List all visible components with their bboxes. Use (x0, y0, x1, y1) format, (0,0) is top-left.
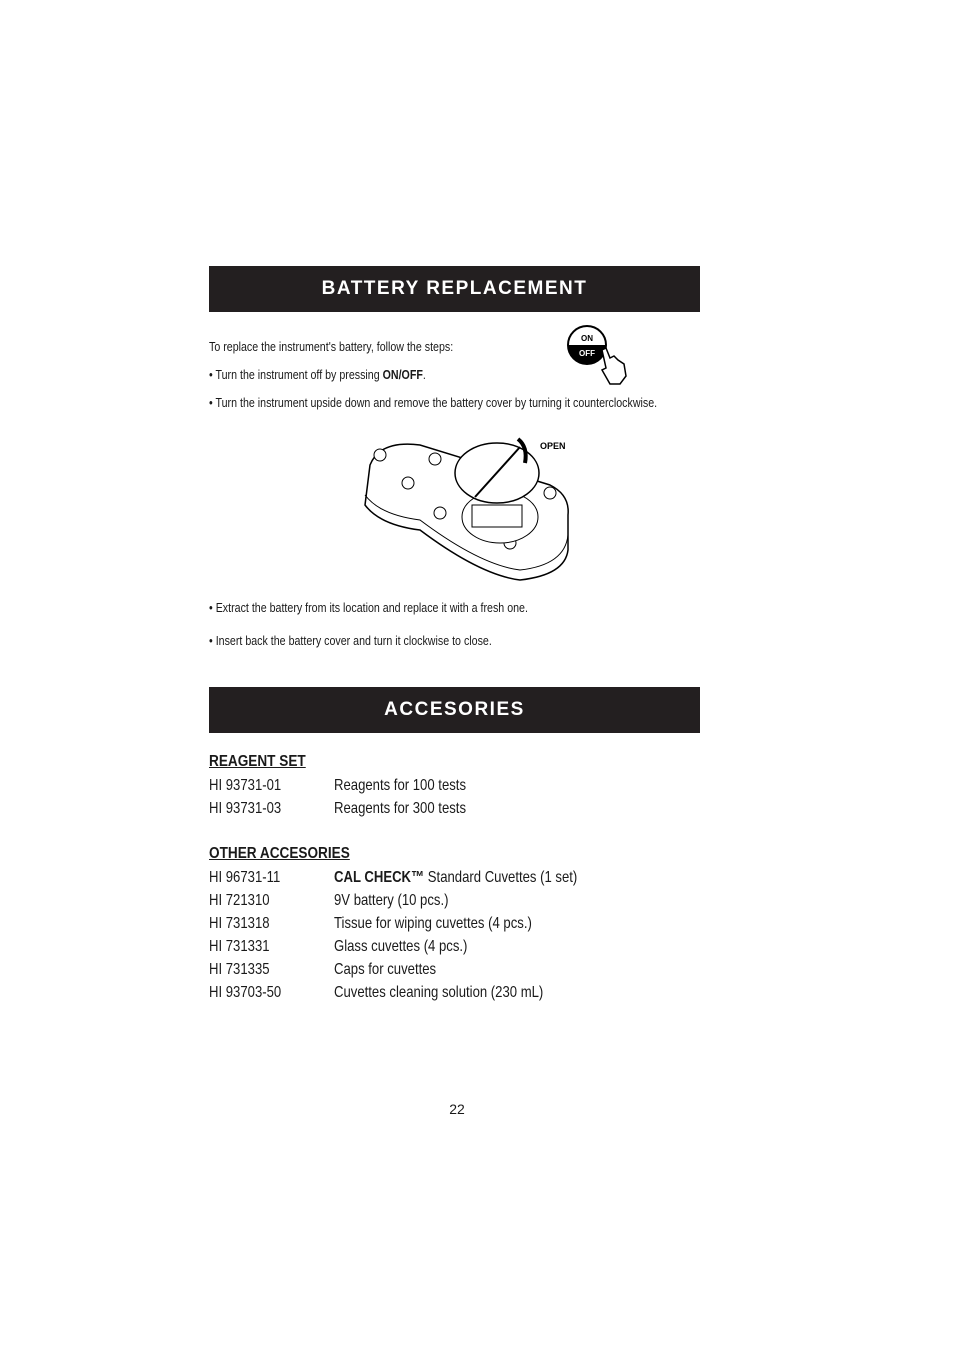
item-desc (334, 938, 467, 956)
item-desc (334, 915, 532, 933)
item-desc (334, 984, 543, 1002)
item-code: HI 731335 (209, 961, 270, 978)
item-desc-text: Cuvettes cleaning solution (230 mL) (334, 984, 544, 1001)
item-desc: Reagents for 300 tests (334, 800, 467, 817)
on-off-button-illustration (562, 324, 630, 386)
instrument-battery-illustration (360, 435, 575, 585)
item-desc: Reagents for 100 tests (334, 777, 467, 794)
step-3: • Extract the battery from its location and replace it with a fresh one. (209, 600, 528, 615)
item-desc (334, 961, 436, 979)
item-brand: CAL CHECK™ (334, 869, 425, 886)
step-2: • Turn the instrument upside down and remove the battery cover by turning it counterclockwise. (209, 395, 658, 410)
item-code: HI 93731-03 (209, 800, 282, 817)
item-code: HI 93703-50 (209, 984, 282, 1001)
item-desc (334, 892, 448, 910)
hand-icon (602, 348, 626, 384)
step-4: • Insert back the battery cover and turn it clockwise to close. (209, 633, 492, 648)
item-desc-text: Tissue for wiping cuvettes (4 pcs.) (334, 915, 532, 932)
item-desc-text: 9V battery (10 pcs.) (334, 892, 449, 909)
on-label: ON (581, 334, 593, 343)
battery-replacement-heading: BATTERY REPLACEMENT (209, 266, 700, 312)
item-code: HI 731331 (209, 938, 270, 955)
item-code: HI 721310 (209, 892, 270, 909)
open-label: OPEN (540, 441, 566, 451)
on-off-key: ON/OFF (382, 367, 423, 382)
item-desc-text: Glass cuvettes (4 pcs.) (334, 938, 468, 955)
item-code: HI 731318 (209, 915, 270, 932)
item-desc-text: Standard Cuvettes (1 set) (424, 869, 578, 886)
other-accessories-heading: OTHER ACCESORIES (209, 845, 350, 862)
step-1-end: . (422, 367, 426, 382)
accessories-heading: ACCESORIES (209, 687, 700, 733)
item-code: HI 93731-01 (209, 777, 282, 794)
item-desc (334, 869, 577, 887)
step-1 (209, 367, 426, 382)
item-desc-text: Caps for cuvettes (334, 961, 437, 978)
intro-text: To replace the instrument's battery, follow the steps: (209, 339, 454, 354)
off-label: OFF (579, 349, 595, 358)
reagent-set-heading: REAGENT SET (209, 753, 306, 770)
step-1-text: • Turn the instrument off by pressing (209, 367, 383, 382)
item-code: HI 96731-11 (209, 869, 281, 886)
page-number: 22 (449, 1101, 465, 1117)
